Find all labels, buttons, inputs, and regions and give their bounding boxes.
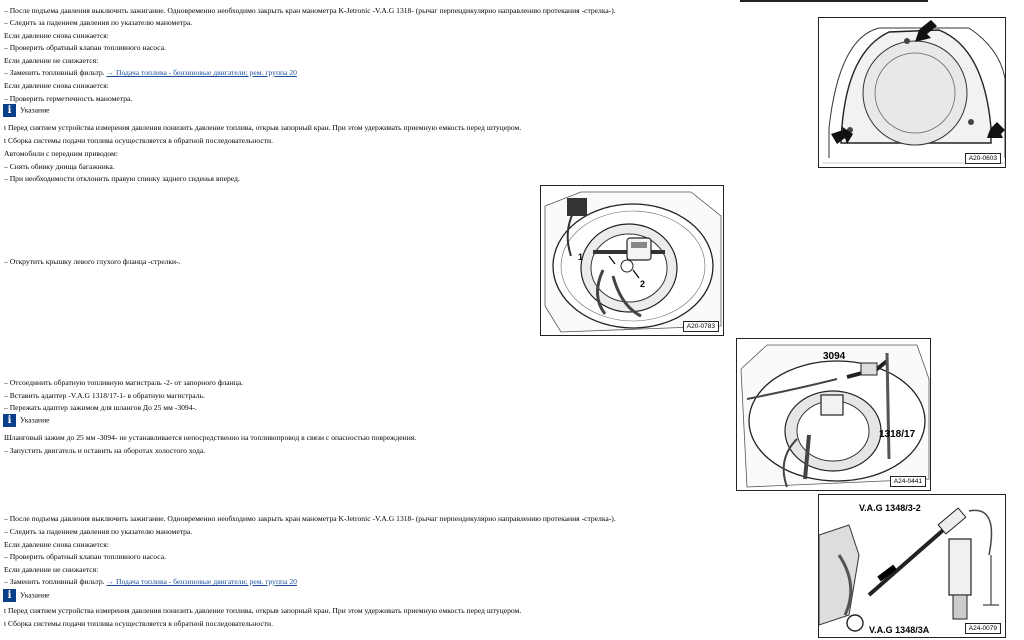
note-line: t Сборка системы подачи топлива осуществляется в обратной последовательности.: [4, 136, 273, 145]
instruction-line: – Проверить герметичность манометра.: [4, 94, 133, 103]
condition-line: Если давление не снижается:: [4, 56, 99, 65]
instruction-line: [4, 577, 297, 586]
figure-fuel-flange: [540, 185, 724, 336]
figure-code: A24-0079: [965, 623, 1001, 634]
instruction-line: – Отсоединить обратную топливную магистраль -2- от запорного фланца.: [4, 378, 244, 387]
callout-1: 1: [578, 252, 584, 262]
condition-line: Если давление снова снижается:: [4, 31, 109, 40]
note-line: t Перед снятием устройства измерения давления понизить давление топлива, открыв запорный кран. При этом удерживать приемную емкость перед штуцером.: [4, 606, 522, 615]
callout-3094: 3094: [823, 351, 846, 362]
instruction-line: – После подъема давления выключить зажигание. Одновременно необходимо закрыть кран манометра K-Jetronic -V.A.G 1318- (рычаг перпендикулярно направлению протекания -стрелка-).: [4, 6, 616, 15]
callout-vag-1348-3-2: V.A.G 1348/3-2: [859, 503, 921, 513]
info-icon: i: [3, 414, 16, 427]
instruction-text: – Заменить топливный фильтр.: [4, 577, 105, 586]
figure-code: A20-0783: [683, 321, 719, 332]
instruction-line: – Проверить обратный клапан топливного насоса.: [4, 552, 166, 561]
note-line: Шланговый зажим до 25 мм -3094- не устанавливается непосредственно на топливопровод в связи с опасностью повреждения.: [4, 433, 417, 442]
figure-gauge-adapter: [818, 494, 1006, 638]
note-header: [3, 104, 50, 117]
note-header: [3, 589, 50, 602]
figure-code: A20-0603: [965, 153, 1001, 164]
condition-line: Если давление снова снижается:: [4, 540, 109, 549]
info-icon: i: [3, 589, 16, 602]
instruction-line: – Следить за падением давления по указателю манометра.: [4, 18, 193, 27]
callout-2: 2: [640, 279, 646, 289]
note-header: [3, 414, 50, 427]
instruction-line: – Запустить двигатель и оставить на оборотах холостого хода.: [4, 446, 206, 455]
note-label: Указание: [20, 415, 50, 425]
instruction-text: – Заменить топливный фильтр.: [4, 68, 105, 77]
info-icon: i: [3, 104, 16, 117]
figure-code: A24-0441: [890, 476, 926, 487]
condition-line: Если давление снова снижается:: [4, 81, 109, 90]
fuel-supply-link[interactable]: → Подача топлива - бензиновые двигатели; рем. группа 20: [106, 68, 297, 77]
instruction-line: – Следить за падением давления по указателю манометра.: [4, 527, 193, 536]
note-line: t Перед снятием устройства измерения давления понизить давление топлива, открыв запорный кран. При этом удерживать приемную емкость перед штуцером.: [4, 123, 522, 132]
instruction-line: – Вставить адаптер -V.A.G 1318/17-1- в обратную магистраль.: [4, 391, 205, 400]
instruction-line: – Проверить обратный клапан топливного насоса.: [4, 43, 166, 52]
instruction-line: [4, 68, 297, 77]
figure-hose-clamp: [736, 338, 931, 491]
instruction-line: – При необходимости отклонить правую спинку заднего сиденья вперед.: [4, 174, 240, 183]
top-rule: [740, 0, 928, 2]
instruction-line: – После подъема давления выключить зажигание. Одновременно необходимо закрыть кран манометра K-Jetronic -V.A.G 1318- (рычаг перпендикулярно направлению протекания -стрелка-).: [4, 514, 616, 523]
note-label: Указание: [20, 105, 50, 115]
note-line: t Сборка системы подачи топлива осуществляется в обратной последовательности.: [4, 619, 273, 628]
condition-line: Автомобили с передним приводом:: [4, 149, 118, 158]
condition-line: Если давление не снижается:: [4, 565, 99, 574]
callout-1318-17: 1318/17: [879, 429, 916, 440]
instruction-line: – Пережать адаптер зажимом для шлангов До 25 мм -3094-.: [4, 403, 197, 412]
note-label: Указание: [20, 590, 50, 600]
instruction-line: – Снять обивку днища багажника.: [4, 162, 115, 171]
instruction-line: – Открутить крышку левого глухого фланца -стрелки-.: [4, 257, 181, 266]
callout-vag-1348-3a: V.A.G 1348/3A: [869, 625, 930, 635]
figure-trunk-cover: [818, 17, 1006, 168]
fuel-supply-link[interactable]: → Подача топлива - бензиновые двигатели; рем. группа 20: [106, 577, 297, 586]
